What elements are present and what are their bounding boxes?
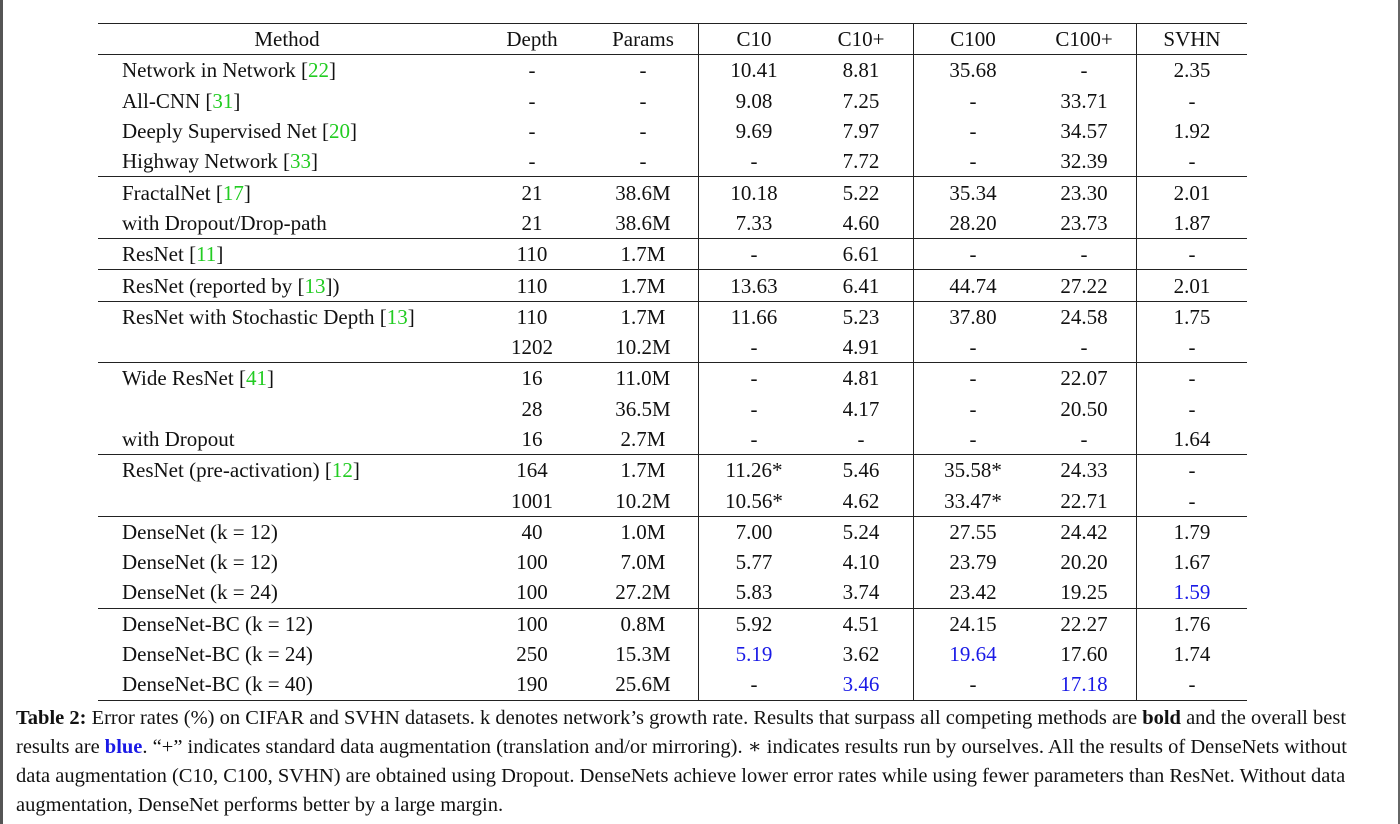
col-header-c100: C100 [950,27,996,52]
svhn-cell: 2.01 [1173,180,1211,205]
table-row [98,669,1247,700]
c100-cell: - [969,672,977,697]
table-row [98,86,1247,116]
c100-cell: - [969,366,977,391]
c100-plus-cell: 19.25 [1032,577,1137,608]
c10-cell: 5.83 [735,580,773,605]
c100-plus-cell: 20.20 [1032,547,1137,577]
c10-cell: 5.77 [735,550,773,575]
depth-cell: - [528,149,536,174]
citation-close-bracket: ] [216,242,224,267]
page-left-border [0,0,3,824]
svhn-cell: 1.75 [1173,304,1211,329]
c10-plus-cell: 3.62 [809,639,914,669]
c100-cell: - [969,396,977,421]
table-body [98,55,1247,700]
citation-close-bracket: ] [325,273,333,298]
svhn-cell: 1.67 [1173,550,1211,575]
c100-plus-cell: 20.50 [1032,394,1137,424]
table-row [98,577,1247,608]
method-name: Highway Network [122,149,283,174]
citation-link[interactable]: 11 [196,242,217,267]
c10-plus-cell: 7.97 [809,116,914,146]
citation-link[interactable]: 41 [245,366,267,391]
table-row [98,608,1247,639]
params-cell: 7.0M [588,547,699,577]
col-header-method: Method [254,27,320,52]
citation-close-bracket: ] [352,458,360,483]
c10-cell: - [750,335,758,360]
citation-open-bracket: [ [379,304,387,329]
c100-plus-cell: 22.71 [1032,485,1137,516]
table-row [98,455,1247,486]
c100-plus-cell: - [1032,239,1137,270]
c100-cell: - [969,149,977,174]
citation-close-bracket: ] [407,304,415,329]
svhn-cell: 2.35 [1173,58,1211,83]
c10-plus-cell: 5.23 [809,301,914,332]
method-name: DenseNet-BC (k = 24) [122,642,313,667]
method-name: DenseNet-BC (k = 40) [122,672,313,697]
c10-cell: 10.56* [725,488,783,513]
method-suffix: ) [332,273,340,298]
c100-plus-cell: 17.60 [1032,639,1137,669]
depth-cell: 16 [521,427,543,451]
c10-cell: 5.19 [735,642,773,667]
c100-plus-cell: - [1032,332,1137,363]
c100-plus-cell: 23.73 [1032,208,1137,239]
c100-plus-cell: 24.42 [1032,516,1137,547]
c100-cell: 35.34 [949,180,997,205]
c10-cell: - [750,149,758,174]
c10-cell: 9.08 [735,88,773,113]
c10-plus-cell: 8.81 [809,55,914,86]
c10-plus-cell: 4.62 [809,485,914,516]
c100-cell: 35.58* [944,458,1002,483]
method-cell [98,146,476,177]
col-header-params: Params [588,24,699,55]
method-cell [98,116,476,146]
depth-cell: 110 [516,242,548,267]
method-cell [98,455,476,486]
method-name: FractalNet [122,180,216,205]
method-cell [98,639,476,669]
table-row [98,363,1247,394]
c100-cell: 28.20 [949,210,997,235]
c10-cell: 11.66 [730,304,778,329]
c10-cell: - [750,672,758,697]
svhn-cell: - [1188,88,1196,113]
depth-cell: 164 [516,458,548,483]
citation-close-bracket: ] [350,119,358,144]
c10-cell: 7.33 [735,210,773,235]
caption-bold-word: bold [1142,707,1181,729]
depth-cell: - [528,119,536,144]
method-name: Wide ResNet [122,366,239,391]
svhn-cell: - [1188,396,1196,421]
citation-open-bracket: [ [215,180,223,205]
citation-link[interactable]: 33 [289,149,311,174]
results-table [98,23,1247,701]
depth-cell: 100 [516,550,548,575]
c10-plus-cell: 4.10 [809,547,914,577]
params-cell: - [588,146,699,177]
c100-plus-cell: 27.22 [1032,270,1137,301]
method-cell [98,332,476,363]
params-cell: 0.8M [588,608,699,639]
method-name: DenseNet (k = 24) [122,580,278,605]
method-cell [98,177,476,208]
c100-plus-cell: 32.39 [1032,146,1137,177]
citation-open-bracket: [ [297,273,305,298]
c100-cell: - [969,119,977,144]
c100-cell: 24.15 [949,611,997,636]
caption-text-2: and the overall best results are [16,707,1347,758]
c100-plus-cell: - [1032,424,1137,455]
citation-open-bracket: [ [282,149,290,174]
c10-plus-cell: 5.46 [809,455,914,486]
params-cell: 25.6M [588,669,699,700]
citation-open-bracket: [ [238,366,246,391]
c100-cell: - [969,335,977,360]
depth-cell: 1202 [511,335,553,360]
params-cell: - [588,55,699,86]
col-header-c10-plus: C10+ [809,24,914,55]
svhn-cell: 1.87 [1173,210,1211,235]
c100-plus-cell: 23.30 [1032,177,1137,208]
c100-plus-cell: 24.58 [1032,301,1137,332]
c10-plus-cell: - [809,424,914,455]
method-cell [98,86,476,116]
params-cell: 2.7M [588,424,699,455]
c10-plus-cell: 4.60 [809,208,914,239]
svhn-cell: - [1188,335,1196,360]
c100-plus-cell: 34.57 [1032,116,1137,146]
svhn-cell: - [1188,149,1196,174]
c100-plus-cell: 33.71 [1032,86,1137,116]
table-row [98,270,1247,301]
method-cell [98,363,476,394]
params-cell: 11.0M [588,363,699,394]
c10-plus-cell: 7.25 [809,86,914,116]
method-name: with Dropout [122,427,235,451]
params-cell: - [588,116,699,146]
params-cell: 10.2M [588,485,699,516]
depth-cell: 110 [516,273,548,298]
c10-plus-cell: 4.51 [809,608,914,639]
table-row [98,485,1247,516]
params-cell: 38.6M [588,208,699,239]
params-cell: 1.0M [588,516,699,547]
method-cell [98,577,476,608]
params-cell: 38.6M [588,177,699,208]
table-row [98,516,1247,547]
c10-cell: 7.00 [735,519,773,544]
c10-plus-cell: 3.46 [809,669,914,700]
params-cell: 36.5M [588,394,699,424]
citation-open-bracket: [ [205,88,213,113]
c100-cell: 35.68 [949,58,997,83]
citation-open-bracket: [ [322,119,330,144]
depth-cell: 190 [516,672,548,697]
citation-link[interactable]: 31 [212,88,234,113]
method-name: ResNet [122,242,190,267]
depth-cell: 28 [521,396,543,421]
table-row [98,208,1247,239]
c10-cell: 9.69 [735,119,773,144]
svhn-cell: 1.64 [1173,427,1211,451]
depth-cell: 21 [521,210,543,235]
caption-text-1: Error rates (%) on CIFAR and SVHN datasets. k denotes network’s growth rate. Results that surpass all competing methods are [86,707,1143,729]
method-cell [98,669,476,700]
c100-cell: - [969,88,977,113]
depth-cell: 40 [521,519,543,544]
citation-link[interactable]: 22 [308,58,330,83]
table-row [98,116,1247,146]
citation-close-bracket: ] [310,149,318,174]
method-name: ResNet (reported by [122,273,298,298]
params-cell: 1.7M [588,270,699,301]
svhn-cell: 1.79 [1173,519,1211,544]
table-row [98,547,1247,577]
method-cell [98,55,476,86]
c100-cell: 23.79 [949,550,997,575]
svhn-cell: 1.92 [1173,119,1211,144]
c10-plus-cell: 5.22 [809,177,914,208]
method-name: Network in Network [122,58,302,83]
method-name: ResNet (pre-activation) [122,458,325,483]
c100-plus-cell: 17.18 [1032,669,1137,700]
c10-plus-cell: 4.91 [809,332,914,363]
col-header-depth: Depth [506,27,558,52]
c10-cell: 11.26* [725,458,783,483]
c100-cell: - [969,427,977,451]
c100-cell: 23.42 [949,580,997,605]
method-cell [98,485,476,516]
method-name: DenseNet (k = 12) [122,550,278,575]
c10-plus-cell: 5.24 [809,516,914,547]
depth-cell: 16 [521,366,543,391]
table-row [98,332,1247,363]
svhn-cell: 2.01 [1173,273,1211,298]
citation-open-bracket: [ [324,458,332,483]
table-row [98,55,1247,86]
method-name: with Dropout/Drop-path [122,210,327,235]
svhn-cell: 1.74 [1173,642,1211,667]
params-cell: - [588,86,699,116]
c10-cell: - [750,242,758,267]
c10-cell: - [750,396,758,421]
c10-plus-cell: 6.41 [809,270,914,301]
citation-link[interactable]: 20 [329,119,351,144]
c100-cell: 37.80 [949,304,997,329]
c100-plus-cell: 22.27 [1032,608,1137,639]
method-cell [98,239,476,270]
method-name: Deeply Supervised Net [122,119,323,144]
c10-cell: 10.18 [730,180,778,205]
c10-cell: - [750,427,758,451]
citation-link[interactable]: 17 [222,180,244,205]
c100-cell: 33.47* [944,488,1002,513]
col-header-c100-plus: C100+ [1032,24,1137,55]
method-name: DenseNet (k = 12) [122,519,278,544]
table-caption [16,704,1376,820]
citation-close-bracket: ] [233,88,241,113]
depth-cell: 100 [516,611,548,636]
table-row [98,301,1247,332]
citation-link[interactable]: 12 [331,458,353,483]
table-row [98,177,1247,208]
svhn-cell: - [1188,672,1196,697]
c100-cell: 27.55 [949,519,997,544]
caption-label: Table 2: [16,707,87,729]
c10-plus-cell: 4.17 [809,394,914,424]
c100-cell: 19.64 [949,642,997,667]
citation-link[interactable]: 13 [386,304,408,329]
method-cell [98,394,476,424]
method-name: ResNet with Stochastic Depth [122,304,380,329]
method-cell [98,516,476,547]
c100-cell: - [969,242,977,267]
c10-plus-cell: 3.74 [809,577,914,608]
header-row [98,24,1247,55]
citation-close-bracket: ] [243,180,251,205]
c10-plus-cell: 6.61 [809,239,914,270]
svhn-cell: - [1188,458,1196,483]
c10-cell: 10.41 [730,58,778,83]
citation-open-bracket: [ [189,242,197,267]
c100-cell: 44.74 [949,273,997,298]
table-row [98,146,1247,177]
method-cell [98,608,476,639]
table-row [98,239,1247,270]
c10-cell: 5.92 [735,611,773,636]
caption-blue-word: blue [104,736,143,758]
svhn-cell: - [1188,366,1196,391]
params-cell: 15.3M [588,639,699,669]
params-cell: 10.2M [588,332,699,363]
depth-cell: 250 [516,642,548,667]
table-row [98,424,1247,455]
citation-open-bracket: [ [301,58,309,83]
caption-text-3: . “+” indicates standard data augmentation (translation and/or mirroring). ∗ indicates results run by ourselves. All the results of DenseNets without data augmentation (C10, C100, SVHN) are obtained using Dropout. DenseNets achieve lower error rates while using fewer parameters than ResNet. Without data augmentation, DenseNet performs better by a large margin. [16,736,1347,816]
method-cell [98,270,476,301]
params-cell: 1.7M [588,455,699,486]
citation-close-bracket: ] [329,58,337,83]
c100-plus-cell: 22.07 [1032,363,1137,394]
c100-plus-cell: 24.33 [1032,455,1137,486]
svhn-cell: 1.76 [1173,611,1211,636]
svhn-cell: - [1188,242,1196,267]
method-name: DenseNet-BC (k = 12) [122,611,313,636]
depth-cell: 100 [516,580,548,605]
c10-cell: - [750,366,758,391]
table-row [98,639,1247,669]
params-cell: 27.2M [588,577,699,608]
table-row [98,394,1247,424]
citation-link[interactable]: 13 [304,273,326,298]
depth-cell: 110 [516,304,548,329]
c100-plus-cell: - [1032,55,1137,86]
col-header-c10: C10 [736,27,772,52]
col-header-svhn: SVHN [1163,27,1221,52]
depth-cell: 1001 [511,488,553,513]
depth-cell: - [528,88,536,113]
method-cell [98,208,476,239]
svhn-cell: - [1188,488,1196,513]
method-cell [98,301,476,332]
params-cell: 1.7M [588,239,699,270]
c10-plus-cell: 7.72 [809,146,914,177]
params-cell: 1.7M [588,301,699,332]
method-name: All-CNN [122,88,206,113]
svhn-cell: 1.59 [1173,580,1211,605]
method-cell [98,547,476,577]
method-cell [98,424,476,455]
c10-cell: 13.63 [730,273,778,298]
depth-cell: - [528,58,536,83]
c10-plus-cell: 4.81 [809,363,914,394]
citation-close-bracket: ] [266,366,274,391]
depth-cell: 21 [521,180,543,205]
